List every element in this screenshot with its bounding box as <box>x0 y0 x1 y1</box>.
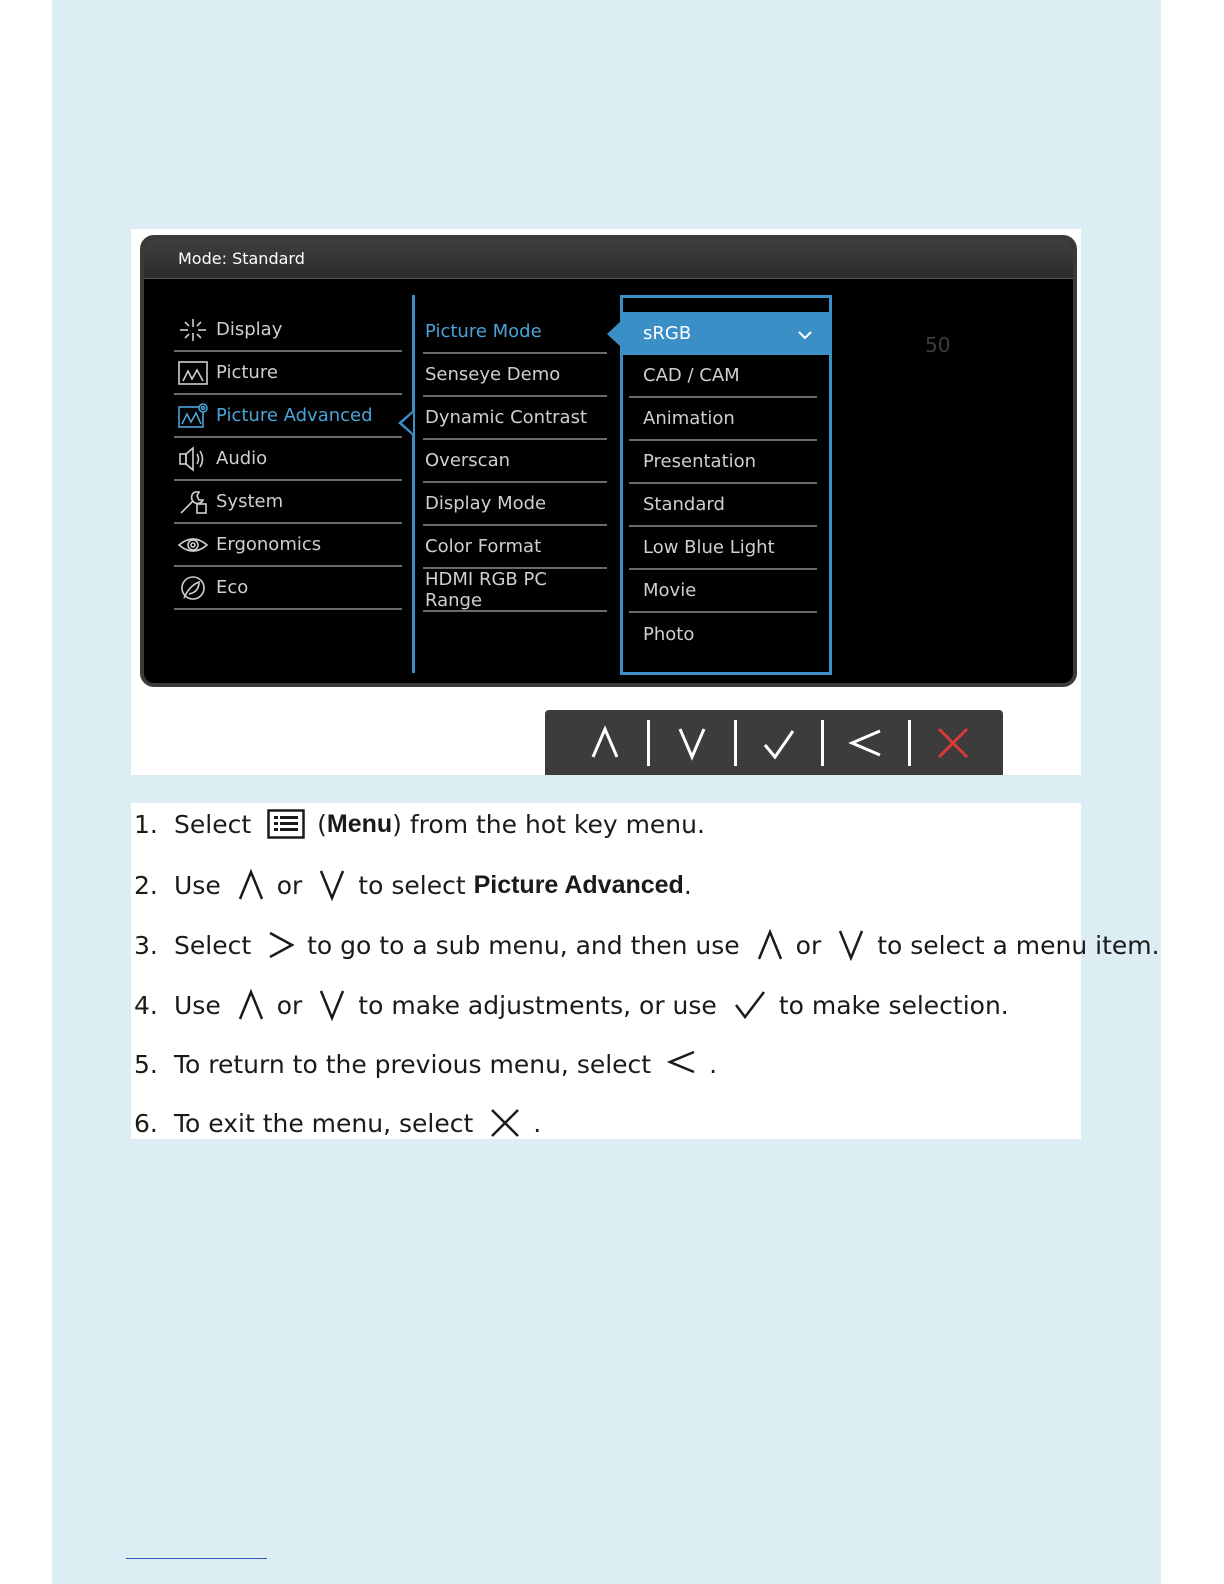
system-icon <box>176 488 210 516</box>
option-label: sRGB <box>643 323 692 344</box>
menu-item-system[interactable] <box>174 481 402 524</box>
up-icon[interactable] <box>575 718 635 768</box>
submenu-item-hdmi-rgb-pc-range[interactable]: HDMI RGB PC Range <box>423 569 607 612</box>
submenu-item-display-mode[interactable]: Display Mode <box>423 483 607 526</box>
menu-divider <box>412 295 415 673</box>
hotkey-separator <box>734 720 737 766</box>
menu-item-display[interactable] <box>174 309 402 352</box>
audio-icon <box>176 445 210 473</box>
menu-item-picture[interactable] <box>174 352 402 395</box>
ergonomics-icon <box>176 531 210 559</box>
check-icon <box>797 328 813 340</box>
sub-menu <box>423 311 607 612</box>
option-low-blue-light[interactable]: Low Blue Light <box>629 527 817 570</box>
step-4: 4. Use or to make adjustments, or use to make selection. <box>134 990 1009 1020</box>
step-1: 1. Select ( Menu ) from the hot key menu. <box>134 809 705 839</box>
down-icon <box>318 869 346 901</box>
close-icon[interactable] <box>923 718 983 768</box>
osd-window <box>140 235 1077 687</box>
back-icon[interactable] <box>836 718 896 768</box>
option-photo[interactable]: Photo <box>643 624 695 645</box>
hotkey-separator <box>908 720 911 766</box>
option-standard[interactable]: Standard <box>629 484 817 527</box>
hotkey-separator <box>647 720 650 766</box>
menu-label: Display <box>216 319 283 340</box>
menu-item-audio[interactable] <box>174 438 402 481</box>
menu-label: Picture Advanced <box>216 405 373 426</box>
down-icon <box>837 929 865 961</box>
submenu-item-senseye-demo[interactable]: Senseye Demo <box>423 354 607 397</box>
hotkey-separator <box>821 720 824 766</box>
hotkey-bar <box>545 710 1003 775</box>
picture-mode-options <box>620 295 832 675</box>
picture-icon <box>176 359 210 387</box>
option-movie[interactable]: Movie <box>629 570 817 613</box>
step-3: 3. Select to go to a sub menu, and then use or to select a menu item. <box>134 930 1160 960</box>
menu-label: Ergonomics <box>216 534 322 555</box>
close-icon <box>489 1107 521 1139</box>
osd-figure <box>131 229 1081 775</box>
menu-label: Eco <box>216 577 249 598</box>
submenu-item-dynamic-contrast[interactable]: Dynamic Contrast <box>423 397 607 440</box>
step-5: 5. To return to the previous menu, select . <box>134 1049 718 1079</box>
menu-item-eco[interactable] <box>174 567 402 610</box>
active-submenu-pointer <box>607 321 621 347</box>
up-icon <box>756 929 784 961</box>
picture-advanced-icon <box>176 402 210 430</box>
option-srgb[interactable] <box>623 312 829 355</box>
step-6: 6. To exit the menu, select . <box>134 1108 542 1138</box>
submenu-item-color-format[interactable]: Color Format <box>423 526 607 569</box>
check-icon <box>733 989 767 1021</box>
instructions <box>131 803 1160 1139</box>
menu-item-picture-advanced[interactable] <box>174 395 402 438</box>
menu-label: Audio <box>216 448 268 469</box>
menu-label: Picture <box>216 362 278 383</box>
eco-icon <box>176 574 210 602</box>
footnote-rule <box>126 1558 267 1559</box>
submenu-item-picture-mode[interactable]: Picture Mode <box>423 311 607 354</box>
display-icon <box>176 316 210 344</box>
submenu-item-overscan[interactable]: Overscan <box>423 440 607 483</box>
menu-item-ergonomics[interactable] <box>174 524 402 567</box>
check-icon[interactable] <box>749 718 809 768</box>
active-menu-pointer <box>398 411 412 435</box>
down-icon <box>318 989 346 1021</box>
menu-icon <box>267 809 305 839</box>
menu-label: System <box>216 491 284 512</box>
ghost-value: 50 <box>925 333 951 357</box>
up-icon <box>237 869 265 901</box>
option-cad-cam[interactable]: CAD / CAM <box>629 355 817 398</box>
option-animation[interactable]: Animation <box>629 398 817 441</box>
up-icon <box>237 989 265 1021</box>
option-presentation[interactable]: Presentation <box>629 441 817 484</box>
main-menu <box>174 309 402 610</box>
osd-mode-header: Mode: Standard <box>144 239 1073 279</box>
step-2: 2. Use or to select Picture Advanced . <box>134 870 692 900</box>
back-icon <box>667 1048 697 1080</box>
down-icon[interactable] <box>662 718 722 768</box>
forward-icon <box>267 929 295 961</box>
